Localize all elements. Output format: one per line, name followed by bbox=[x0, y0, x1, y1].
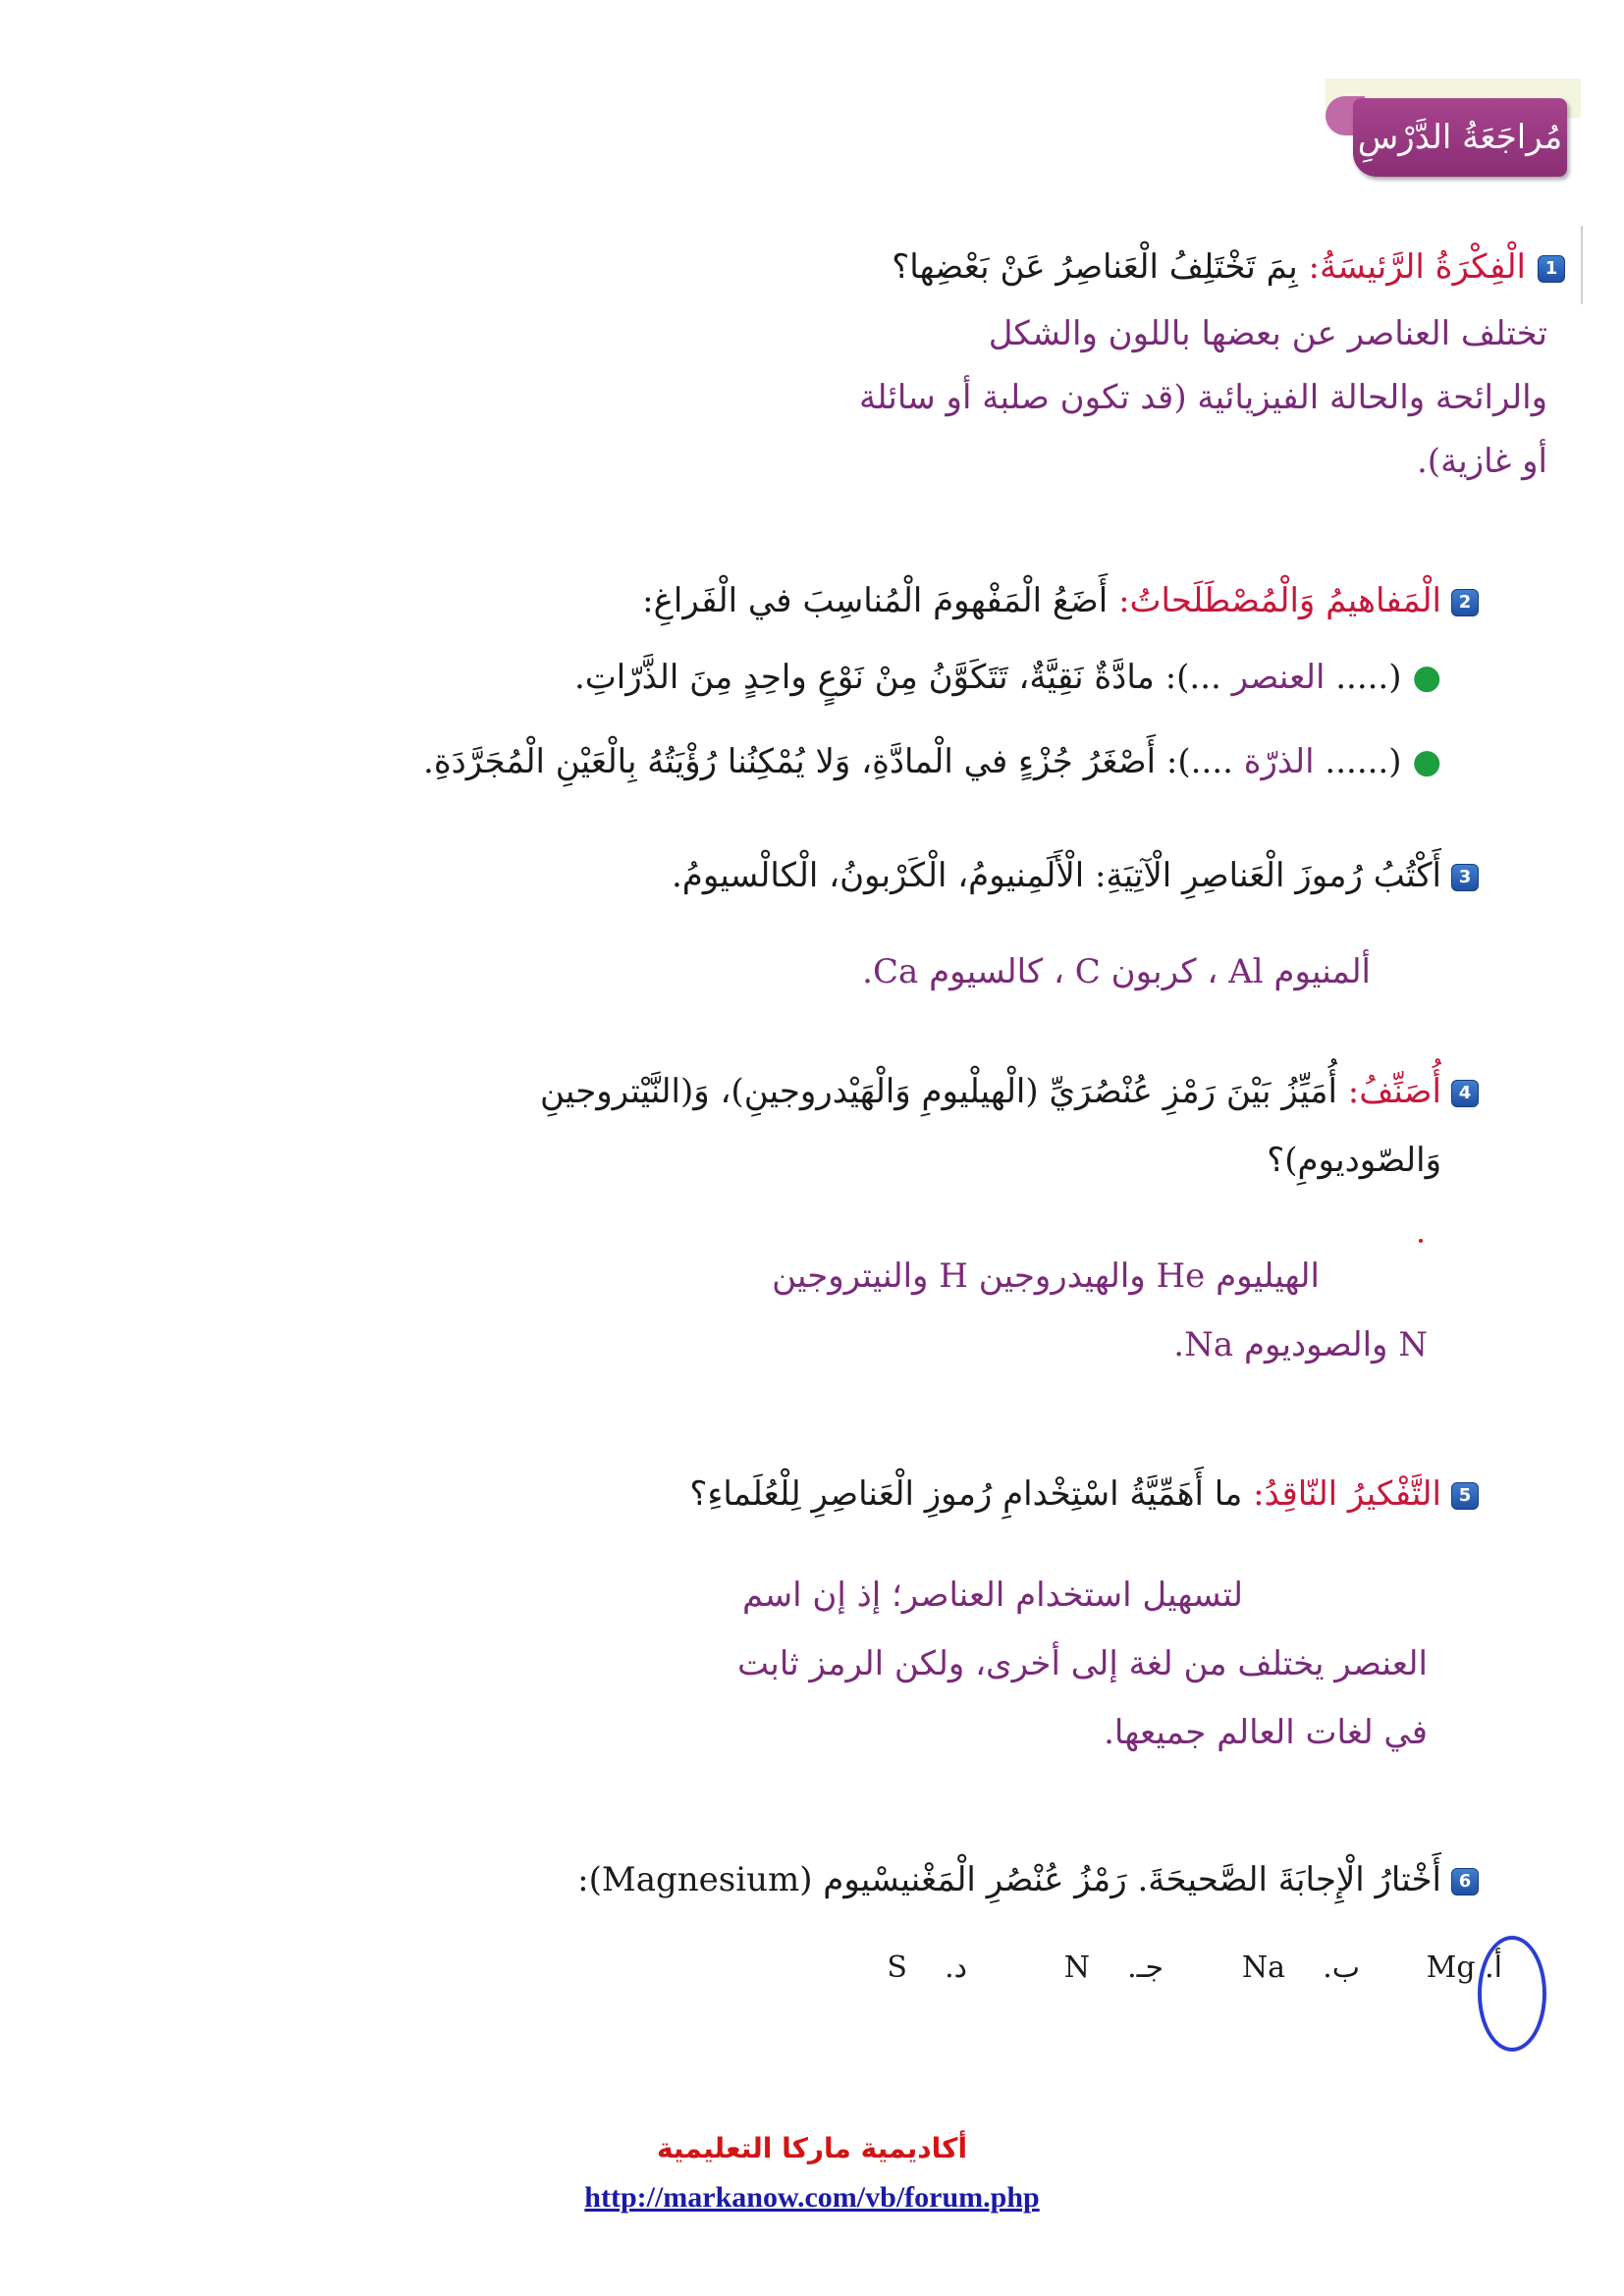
q1-answer-line-3: أو غازية). bbox=[1417, 442, 1547, 481]
option-a-letter: أ. bbox=[1485, 1950, 1502, 1985]
q2-item-2-answer: الذرّة bbox=[1243, 742, 1315, 781]
q1-answer-line-2: والرائحة والحالة الفيزيائية (قد تكون صلبة أو سائلة bbox=[858, 378, 1547, 417]
q5-answer-line-3: في لغات العالم جميعها. bbox=[1104, 1713, 1428, 1752]
option-b[interactable] bbox=[1232, 1949, 1360, 1988]
option-d-letter: د. bbox=[945, 1950, 967, 1985]
question-6: أَخْتارُ الْإِجابَةَ الصَّحيحَةَ. رَمْزُ عُنْصُرِ الْمَغْنيسْيوم (Magnesium): bbox=[577, 1860, 1441, 1899]
q2-item-1: ● (..... العنصر ...): مادَّةٌ نَقِيَّةٌ، تَتَكَوَّنُ مِنْ نَوْعٍ واحِدٍ مِنَ الذَّرّاتِ. bbox=[573, 658, 1441, 697]
q1-label: الْفِكْرَةُ الرَّئيسَةُ: bbox=[1308, 247, 1526, 287]
lesson-review-title: مُراجَعَةُ الدَّرْسِ bbox=[1357, 118, 1563, 157]
question-number-4: 4 bbox=[1451, 1080, 1479, 1107]
q4-answer-line-2: N والصوديوم Na. bbox=[1173, 1325, 1428, 1364]
q3-answer: ألمنيوم Al ، كربون C ، كالسيوم Ca. bbox=[862, 952, 1371, 991]
q2-item-2-text: أَصْغَرُ جُزْءٍ في الْمادَّةِ، وَلا يُمْكِنُنا رُؤْيَتُهُ بِالْعَيْنِ الْمُجَرَّدَةِ. bbox=[423, 742, 1157, 781]
question-4-cont: وَالصّوديومِ)؟ bbox=[1267, 1141, 1441, 1180]
footer-forum-link[interactable]: http://markanow.com/vb/forum.php bbox=[584, 2181, 1040, 2214]
selected-answer-circle bbox=[1478, 1936, 1546, 2052]
option-b-value: Na bbox=[1241, 1950, 1286, 1985]
q4-answer-line-1: الهيليوم He والهيدروجين H والنيتروجين bbox=[772, 1256, 1320, 1296]
question-4 bbox=[263, 1070, 1441, 1113]
q5-answer-line-2: العنصر يختلف من لغة إلى أخرى، ولكن الرمز ثابت bbox=[737, 1644, 1428, 1683]
q5-answer-line-1: لتسهيل استخدام العناصر؛ إذ إن اسم bbox=[742, 1575, 1243, 1615]
question-3: أَكْتُبُ رُموزَ الْعَناصِرِ الْآتِيَةِ: الْأَلَمِنيومُ، الْكَرْبونُ، الْكالْسيومُ. bbox=[671, 856, 1441, 895]
bullet-icon: ● bbox=[1412, 742, 1441, 781]
option-c[interactable] bbox=[1046, 1949, 1164, 1988]
q5-label: التَّفْكيرُ النّاقِدُ: bbox=[1253, 1474, 1441, 1514]
footer-academy-name: أكاديمية ماركا التعليمية bbox=[656, 2132, 968, 2164]
q2-item-1-text: مادَّةٌ نَقِيَّةٌ، تَتَكَوَّنُ مِنْ نَوْعٍ واحِدٍ مِنَ الذَّرّاتِ. bbox=[573, 658, 1155, 697]
question-number-5: 5 bbox=[1451, 1482, 1479, 1510]
question-number-2: 2 bbox=[1451, 589, 1479, 616]
question-5 bbox=[460, 1472, 1441, 1516]
option-d-value: S bbox=[887, 1950, 907, 1985]
question-number-1: 1 bbox=[1538, 255, 1565, 283]
stray-mark bbox=[1419, 1239, 1423, 1243]
q1-answer-line-1: تختلف العناصر عن بعضها باللون والشكل bbox=[988, 314, 1547, 353]
question-number-6: 6 bbox=[1451, 1868, 1479, 1896]
question-2 bbox=[460, 579, 1441, 622]
bullet-icon: ● bbox=[1412, 658, 1441, 697]
q2-item-2: ● (...... الذرّة ....): أَصْغَرُ جُزْءٍ في الْمادَّةِ، وَلا يُمْكِنُنا رُؤْيَتُهُ بِالْعَيْنِ الْمُجَرَّدَةِ. bbox=[423, 742, 1441, 781]
q5-text: ما أَهَمِّيَّةُ اسْتِخْدامِ رُموزِ الْعَناصِرِ لِلْعُلَماءِ؟ bbox=[689, 1474, 1243, 1514]
question-number-3: 3 bbox=[1451, 864, 1479, 891]
q4-label: أُصَنِّفُ: bbox=[1347, 1072, 1441, 1111]
question-1 bbox=[446, 245, 1526, 289]
option-b-letter: ب. bbox=[1323, 1950, 1360, 1985]
q2-text: أَضَعُ الْمَفْهومَ الْمُناسِبَ في الْفَراغِ: bbox=[642, 581, 1109, 620]
q2-label: الْمَفاهيمُ وَالْمُصْطَلَحاتُ: bbox=[1118, 581, 1441, 620]
q1-text: بِمَ تَخْتَلِفُ الْعَناصِرُ عَنْ بَعْضِها؟ bbox=[892, 247, 1298, 287]
option-d[interactable] bbox=[889, 1949, 967, 1988]
q4-text: أُمَيِّزُ بَيْنَ رَمْزِ عُنْصُرَيِّ (الْهيلْيومِ وَالْهَيْدروجينِ)، وَ(النَّيْتروجينِ bbox=[540, 1072, 1337, 1111]
margin-rule bbox=[1581, 226, 1583, 304]
option-c-letter: جـ. bbox=[1127, 1950, 1164, 1985]
option-c-value: N bbox=[1063, 1950, 1090, 1985]
q2-item-1-answer: العنصر bbox=[1231, 658, 1326, 697]
option-a-value: Mg bbox=[1426, 1950, 1476, 1985]
